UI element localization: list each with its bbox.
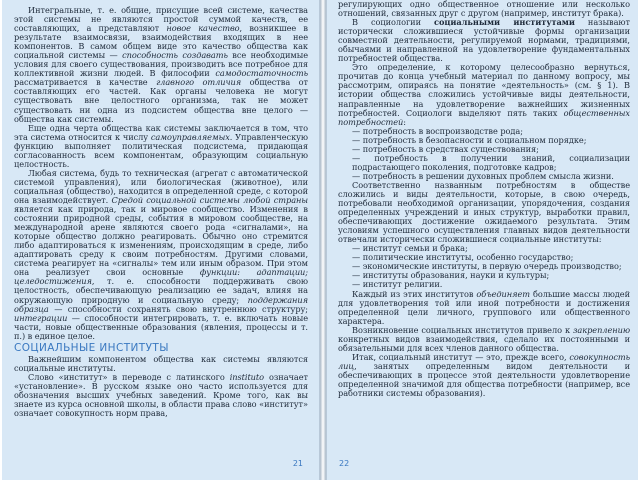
list-item: — потребность в безопасности и социальном порядке; [352, 134, 587, 145]
paragraph: Соответственно названным потребностям в обществе сложились и виды деятельности, которые, в свою очередь, потребовали необходимой организации, упорядочения, создания определенных учреждений и иных структур, выработки правил, обеспечивающих достижение ожидаемого результата. Этим условиям успешного осуществления главных видов деятельности отвечали исторически сложившиеся социальные институты: [338, 179, 630, 245]
left-page-text [14, 6, 308, 418]
page-number-right: 22 [339, 459, 350, 468]
paragraph: В социологии социальными институтами называют исторически сложившиеся устойчивые формы организации совместной деятельности, регулируемой нормами, традициями, обычаями и направленной на удовлетворение фундаментальных потребностей общества. [338, 17, 630, 64]
right-page-text [338, 0, 630, 398]
paragraph: Каждый из этих институтов объединяет большие массы людей для удовлетворения той или иной потребности и достижения определенной цели личного, группового или общественного характера. [338, 288, 630, 326]
paragraph: Еще одна черта общества как системы заключается в том, что эта система относится к числу самоуправляемых. Управленческую функцию выполняет политическая подсистема, придающая согласованность всем компонентам, образующим социальную целостность. [14, 122, 308, 169]
page-number-left: 21 [292, 459, 303, 468]
left-page-paragraphs [14, 6, 308, 341]
paragraph: Это определение, к которому целесообразно вернуться, прочитав до конца учебный материал по данному вопросу, мы рассмотрим, опираясь на понятие «деятельность» (см. § 1). В истории общества сложились устойчивые виды деятельности, направленные на удовлетворение важнейших жизненных потребностей. Социологи выделяют пять таких общественных потребностей: [338, 62, 630, 127]
list-item: — экономические институты, в первую очередь производство; [352, 261, 622, 272]
list-item: — институт религии. [352, 279, 443, 290]
list-item: — институт семьи и брака; [352, 243, 468, 254]
paragraph: регулирующих одно общественное отношение или несколько отношений, связанных друг с другом (например, институт брака). [338, 0, 630, 19]
list-item: — потребность в получении знаний, социализации подрастающего поколения, подготовке кадров; [352, 152, 630, 172]
paragraph: Слово «институт» в переводе с латинского instituto означает «установление». В русском языке оно часто используется для обозначения высших учебных заведений. Кроме того, как вы знаете из курса основной школы, в области права слово «институт» означает совокупность норм права, [14, 371, 308, 419]
list-item: — потребность в воспроизводстве рода; [352, 125, 523, 136]
list-item: — политические институты, особенно государство; [352, 252, 574, 263]
paragraph: Интегральные, т. е. общие, присущие всей системе, качества этой системы не являются простой суммой качеств, ее составляющих, а представляют новое качество, возникшее в результате взаимосвязи, взаимодействия входящих в нее компонентов. В самом общем виде это качество общества как социальной системы — способность создавать все необходимые условия для своего существования, производить все потребное для коллективной жизни людей. В философии самодостаточность рассматривается в качестве главного отличия общества от составляющих его частей. Как органы человека не могут существовать вне целостного организма, так не может существовать ни одна из подсистем общества вне целого — общества как системы. [14, 5, 308, 124]
right-page [326, 0, 638, 480]
list-item: — потребность в решении духовных проблем смысла жизни. [352, 170, 614, 181]
left-page-paragraphs-after [14, 355, 308, 418]
paragraph: Важнейшим компонентом общества как системы являются социальные институты. [14, 353, 308, 373]
left-page [2, 0, 320, 480]
paragraph: Итак, социальный институт — это, прежде всего, совокупность лиц, занятых определенным видом деятельности и обеспечивающих в процессе этой деятельности удовлетворение определенной значимой для общества потребности (например, все работники системы образования). [338, 351, 630, 399]
section-heading: СОЦИАЛЬНЫЕ ИНСТИТУТЫ [14, 341, 169, 354]
paragraph: Любая система, будь то техническая (агрегат с автоматической системой управления), или биологическая (животное), или социальная (общество), находится в определенной среде, с которой она взаимодействует. Средой социальной системы любой страны является как природа, так и мировое сообщество. Изменения в состоянии природной среды, события в мировом сообществе, на международной арене являются своего рода «сигналами», на которые общество должно реагировать. Обычно оно стремится либо адаптироваться к изменениям, происходящим в среде, либо адаптировать среду к своим потребностям. Другими словами, система реагирует на «сигналы» тем или иным образом. При этом она реализует свои основные функции: адаптации; целедостижения, т. е. способности поддерживать свою целостность, обеспечивающую реализацию ее задач, влияя на окружающую природную и социальную среду; поддержания образца — способности сохранять свою внутреннюю структуру; интеграции — способности интегрировать, т. е. включать новые части, новые общественные образования (явления, процессы и т. п.) в единое целое. [14, 167, 308, 341]
list-item: — потребность в средствах существования; [352, 143, 539, 154]
list-item: — институты образования, науки и культуры; [352, 270, 550, 281]
paragraph: Возникновение социальных институтов привело к закреплению конкретных видов взаимодействия, сделало их постоянными и обязательными для всех членов данного общества. [338, 324, 630, 353]
